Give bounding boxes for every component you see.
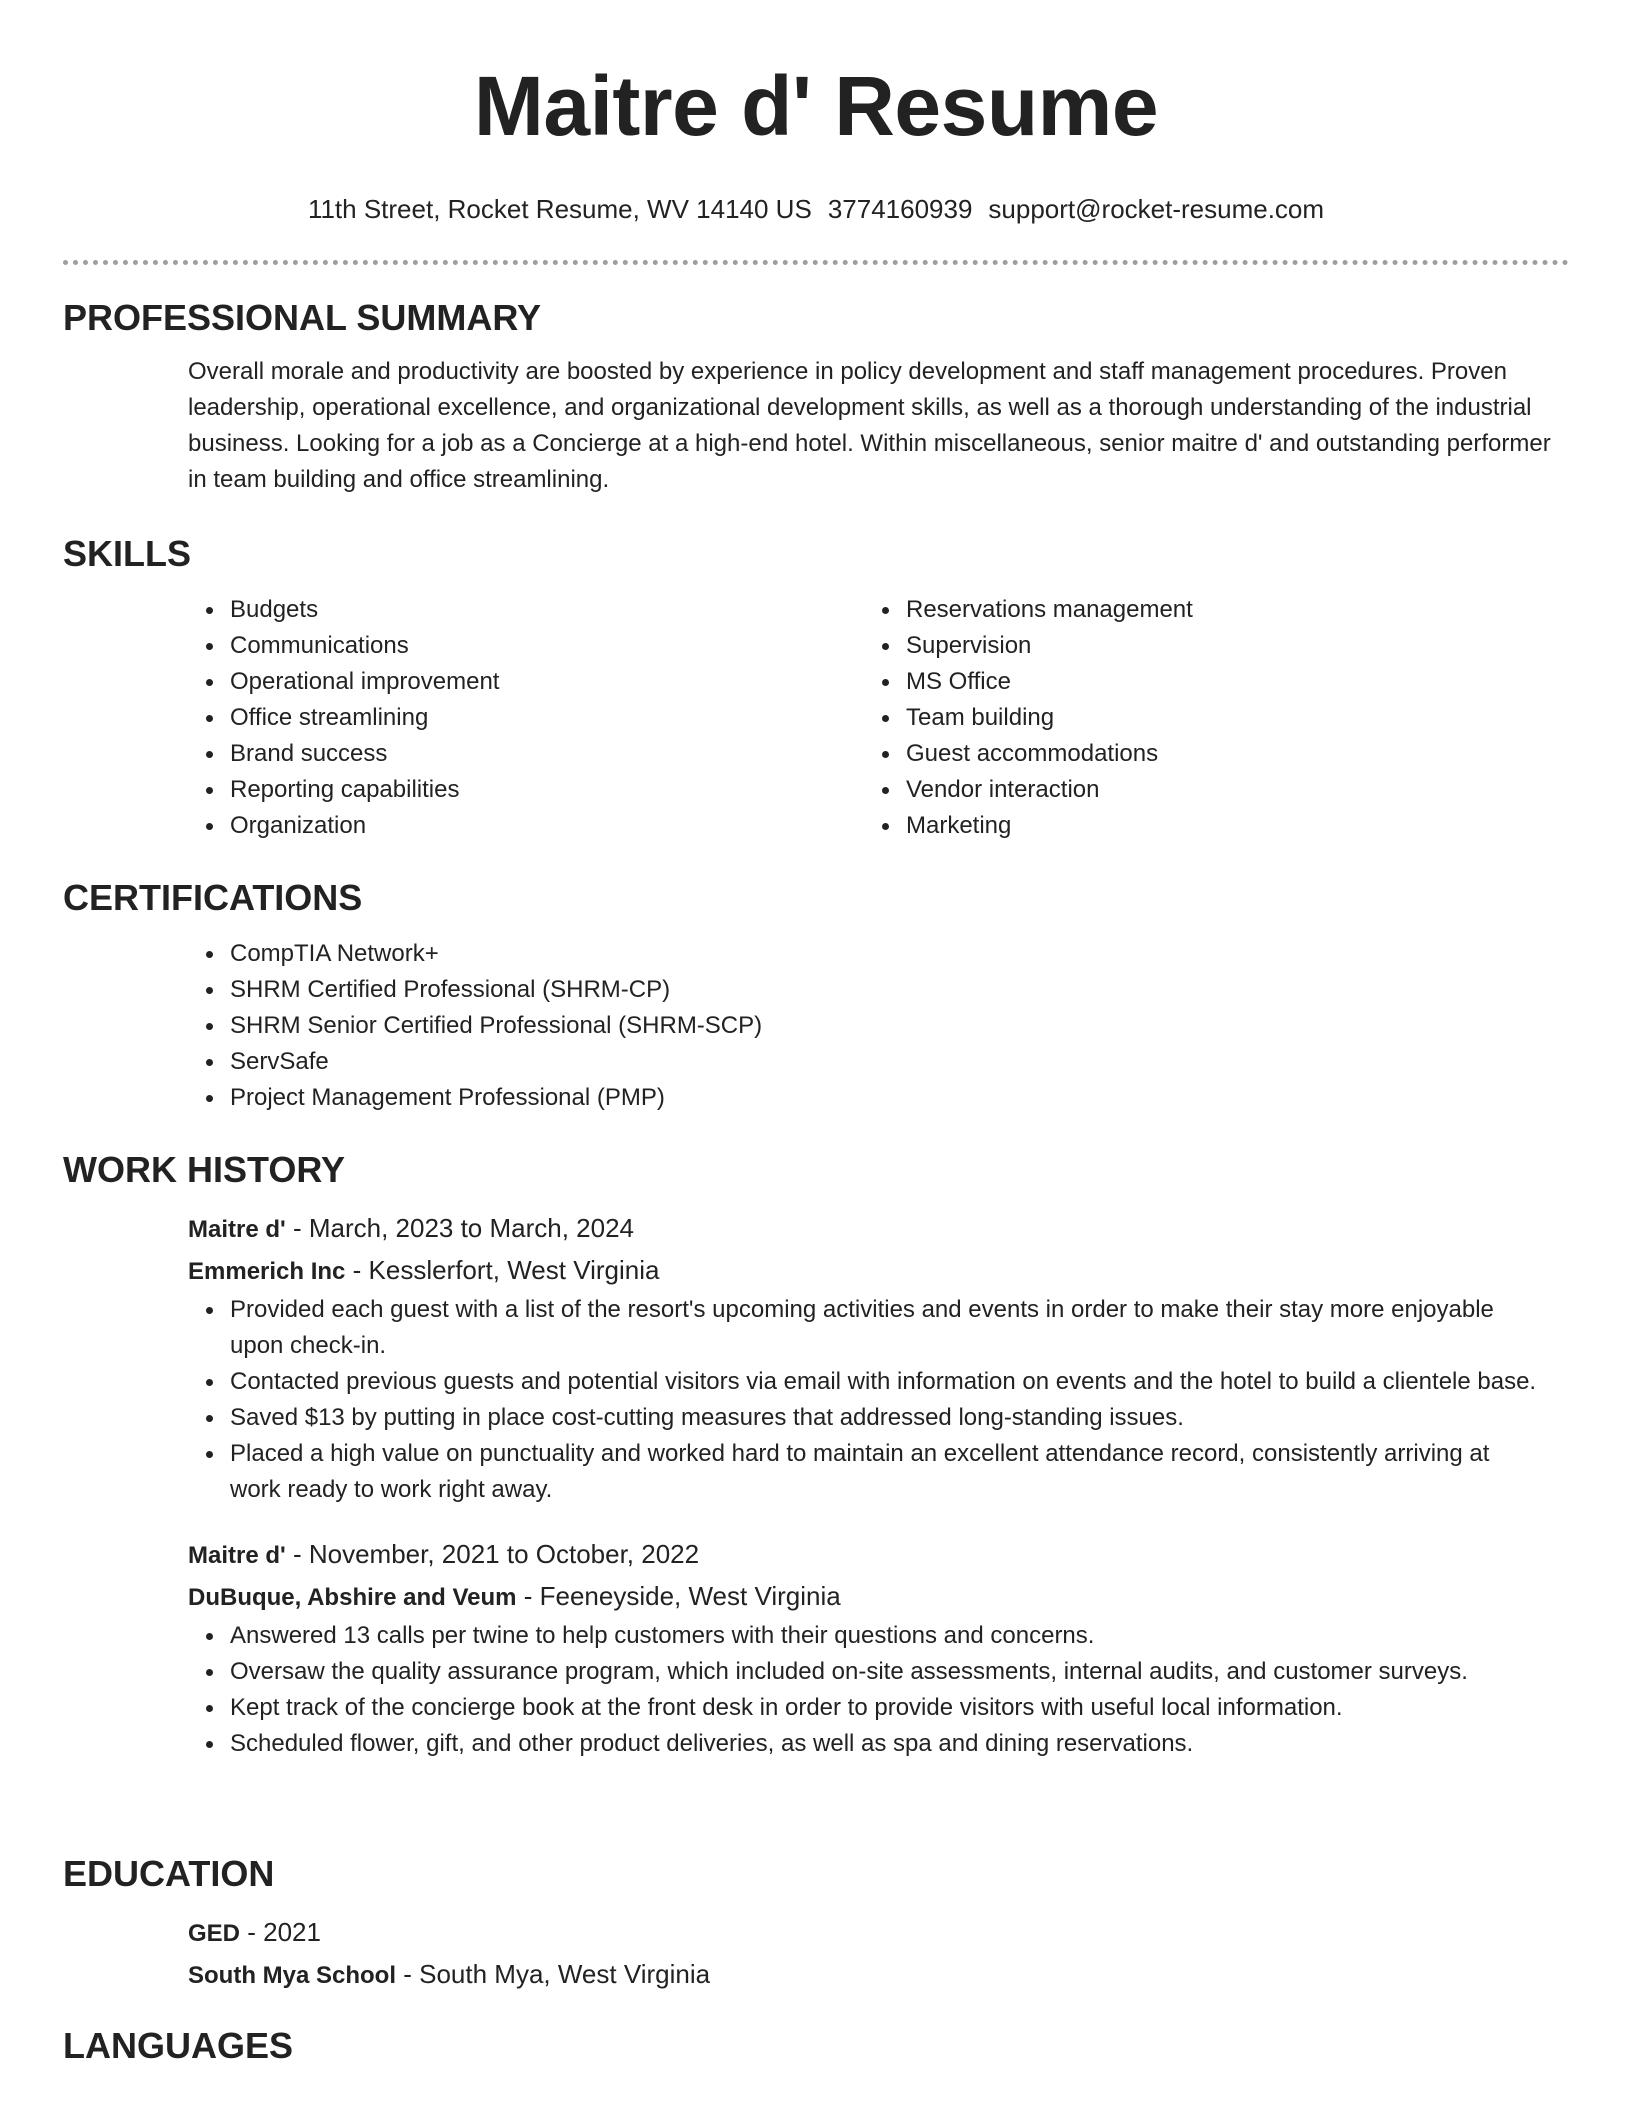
skills-list-left xyxy=(230,592,906,844)
job-entry xyxy=(0,1208,1632,1508)
skill-item: Brand success xyxy=(230,736,906,772)
job-role: Maitre d' xyxy=(188,1542,286,1569)
skills-section xyxy=(0,532,1632,844)
summary-heading: PROFESSIONAL SUMMARY xyxy=(63,297,542,338)
education-heading: EDUCATION xyxy=(63,1853,275,1894)
skill-item: MS Office xyxy=(906,664,1582,700)
certification-item: SHRM Senior Certified Professional (SHRM-SCP) xyxy=(230,1008,1632,1044)
education-section xyxy=(0,1852,1632,1996)
job-bullet: Oversaw the quality assurance program, which included on-site assessments, internal audits, and customer surveys. xyxy=(230,1654,1540,1690)
degree-year: - 2021 xyxy=(240,1917,321,1947)
summary-section xyxy=(0,296,1632,498)
job-bullet: Placed a high value on punctuality and worked hard to maintain an excellent attendance record, consistently arriving at work ready to work right away. xyxy=(230,1436,1540,1508)
degree-line xyxy=(188,1912,1632,1954)
school-name: South Mya School xyxy=(188,1962,397,1989)
skills-list-right xyxy=(906,592,1582,844)
job-title-line xyxy=(188,1534,1632,1576)
skill-item: Team building xyxy=(906,700,1582,736)
job-bullet: Provided each guest with a list of the resort's upcoming activities and events in order to make their stay more enjoyable upon check-in. xyxy=(230,1292,1540,1364)
job-dates: - March, 2023 to March, 2024 xyxy=(285,1213,635,1243)
skill-item: Operational improvement xyxy=(230,664,906,700)
email-link[interactable]: support@rocket-resume.com xyxy=(988,194,1325,224)
job-bullets xyxy=(0,1292,1632,1508)
phone-text: 3774160939 xyxy=(827,194,973,224)
job-role: Maitre d' xyxy=(188,1216,286,1243)
education-entry xyxy=(0,1912,1632,1996)
skill-item: Reservations management xyxy=(906,592,1582,628)
certification-item: Project Management Professional (PMP) xyxy=(230,1080,1632,1116)
skill-item: Communications xyxy=(230,628,906,664)
contact-line xyxy=(0,194,1632,224)
job-location: - Kesslerfort, West Virginia xyxy=(345,1255,660,1285)
work-heading: WORK HISTORY xyxy=(63,1149,346,1190)
skill-item: Marketing xyxy=(906,808,1582,844)
job-company-line xyxy=(188,1250,1632,1292)
skill-item: Reporting capabilities xyxy=(230,772,906,808)
languages-heading: LANGUAGES xyxy=(63,2025,294,2066)
job-dates: - November, 2021 to October, 2022 xyxy=(285,1539,700,1569)
certifications-heading: CERTIFICATIONS xyxy=(63,877,363,918)
job-company: DuBuque, Abshire and Veum xyxy=(188,1584,517,1611)
job-bullet: Saved $13 by putting in place cost-cutting measures that addressed long-standing issues. xyxy=(230,1400,1540,1436)
certification-item: ServSafe xyxy=(230,1044,1632,1080)
skills-heading: SKILLS xyxy=(63,533,192,574)
school-line xyxy=(188,1954,1632,1996)
job-location: - Feeneyside, West Virginia xyxy=(516,1581,841,1611)
degree-name: GED xyxy=(188,1920,241,1947)
job-company-line xyxy=(188,1576,1632,1618)
skills-columns xyxy=(0,592,1632,844)
header-divider xyxy=(63,260,1569,265)
languages-section xyxy=(0,2024,1632,2068)
address-text: 11th Street, Rocket Resume, WV 14140 US xyxy=(307,194,812,224)
skill-item: Guest accommodations xyxy=(906,736,1582,772)
skill-item: Budgets xyxy=(230,592,906,628)
certifications-list xyxy=(0,936,1632,1116)
skill-item: Supervision xyxy=(906,628,1582,664)
job-entry xyxy=(0,1534,1632,1762)
job-bullet: Scheduled flower, gift, and other product deliveries, as well as spa and dining reservations. xyxy=(230,1726,1540,1762)
job-company: Emmerich Inc xyxy=(188,1258,346,1285)
skill-item: Vendor interaction xyxy=(906,772,1582,808)
summary-text: Overall morale and productivity are boosted by experience in policy development and staff management procedures. Proven leadership, operational excellence, and organizational development skills, as well as a thorough understanding of the industrial business. Looking for a job as a Concierge at a high-end hotel. Within miscellaneous, senior maitre d' and outstanding performer in team building and office streamlining. xyxy=(188,358,1551,493)
skill-item: Organization xyxy=(230,808,906,844)
certifications-section xyxy=(0,876,1632,1116)
job-bullet: Kept track of the concierge book at the front desk in order to provide visitors with useful local information. xyxy=(230,1690,1540,1726)
job-bullet: Answered 13 calls per twine to help customers with their questions and concerns. xyxy=(230,1618,1540,1654)
work-section xyxy=(0,1148,1632,1762)
job-bullets xyxy=(0,1618,1632,1762)
certification-item: SHRM Certified Professional (SHRM-CP) xyxy=(230,972,1632,1008)
job-bullet: Contacted previous guests and potential visitors via email with information on events and the hotel to build a clientele base. xyxy=(230,1364,1540,1400)
resume-title: Maitre d' Resume xyxy=(473,59,1159,153)
school-location: - South Mya, West Virginia xyxy=(396,1959,711,1989)
certification-item: CompTIA Network+ xyxy=(230,936,1632,972)
skill-item: Office streamlining xyxy=(230,700,906,736)
job-title-line xyxy=(188,1208,1632,1250)
